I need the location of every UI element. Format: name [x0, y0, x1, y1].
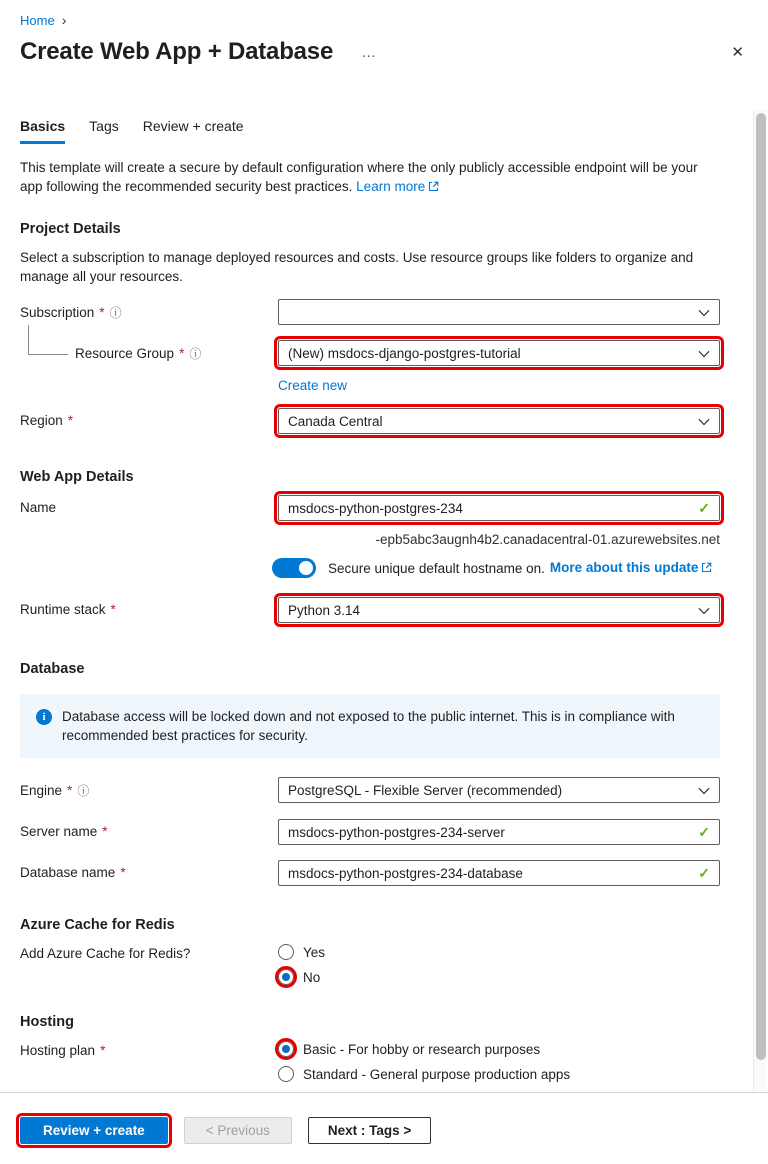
redis-question-label-text: Add Azure Cache for Redis? [20, 946, 191, 961]
section-heading-project-details: Project Details [20, 221, 121, 237]
runtime-stack-label [20, 597, 278, 617]
breadcrumb-home-link[interactable]: Home [20, 12, 55, 28]
secure-hostname-toggle[interactable] [272, 558, 316, 578]
redis-yes-option[interactable] [278, 944, 720, 960]
project-details-description: Select a subscription to manage deployed resources and costs. Use resource groups like folders to organize and manage all your resources. [20, 250, 694, 284]
runtime-stack-label-text: Runtime stack [20, 602, 106, 617]
region-dropdown[interactable] [278, 408, 720, 434]
learn-more-link[interactable]: Learn more [356, 179, 426, 194]
valid-check-icon: ✓ [698, 864, 710, 881]
database-info-banner [20, 694, 720, 758]
database-name-value: msdocs-python-postgres-234-database [288, 865, 523, 881]
valid-check-icon: ✓ [698, 823, 710, 840]
more-about-update-link[interactable]: More about this update [549, 560, 699, 575]
region-label [20, 408, 278, 428]
runtime-stack-dropdown[interactable] [278, 597, 720, 623]
engine-row [20, 777, 720, 803]
chevron-right-icon: › [61, 12, 67, 28]
info-icon[interactable]: ⓘ [77, 784, 90, 798]
required-asterisk: * [67, 783, 73, 798]
create-new-link[interactable]: Create new [278, 378, 348, 393]
resource-group-row [20, 340, 720, 366]
hosting-basic-label: Basic - For hobby or research purposes [303, 1041, 541, 1057]
section-heading-database: Database [20, 661, 85, 677]
redis-radio-group [278, 941, 720, 985]
database-name-input[interactable] [278, 860, 720, 886]
redis-question-label [20, 941, 278, 961]
subscription-label [20, 299, 278, 321]
tab-bar [20, 118, 768, 144]
hosting-basic-option[interactable] [278, 1041, 720, 1057]
hosting-standard-label: Standard - General purpose production apps [303, 1066, 571, 1082]
chevron-down-icon [698, 783, 710, 798]
hierarchy-connector-line [28, 325, 68, 355]
engine-value: PostgreSQL - Flexible Server (recommended) [288, 782, 563, 798]
subscription-row [20, 299, 720, 325]
name-row [20, 495, 720, 547]
hosting-plan-row [20, 1038, 720, 1082]
database-info-text: Database access will be locked down and not exposed to the public internet. This is in compliance with recommended best practices for security. [62, 709, 675, 743]
radio-checked-icon[interactable] [278, 969, 294, 985]
section-heading-redis: Azure Cache for Redis [20, 917, 175, 933]
resource-group-dropdown[interactable] [278, 340, 720, 366]
create-new-row [20, 378, 720, 393]
hosting-plan-label [20, 1038, 278, 1058]
required-asterisk: * [100, 1043, 106, 1058]
required-asterisk: * [110, 602, 116, 617]
name-value: msdocs-python-postgres-234 [288, 500, 463, 516]
required-asterisk: * [179, 346, 185, 361]
close-icon[interactable]: ✕ [727, 39, 748, 65]
intro-text [20, 158, 720, 197]
secure-hostname-text: Secure unique default hostname on. [328, 560, 545, 576]
scrollbar-thumb[interactable] [756, 113, 766, 1060]
required-asterisk: * [102, 824, 108, 839]
resource-group-label [20, 340, 278, 362]
server-name-label-text: Server name [20, 824, 98, 839]
server-name-input[interactable] [278, 819, 720, 845]
redis-no-option[interactable] [278, 969, 720, 985]
info-filled-icon: i [36, 709, 52, 725]
external-link-icon [428, 178, 439, 197]
secure-hostname-toggle-row [272, 558, 720, 578]
toggle-knob [299, 561, 313, 575]
tab-tags[interactable]: Tags [89, 118, 119, 134]
hosting-standard-option[interactable] [278, 1066, 720, 1082]
engine-label-text: Engine [20, 783, 63, 798]
review-create-button[interactable]: Review + create [20, 1117, 168, 1144]
intro-text-body: This template will create a secure by default configuration where the only publicly accessible endpoint will be your app following the recommended security best practices. [20, 160, 698, 194]
database-name-label [20, 860, 278, 880]
subscription-dropdown[interactable] [278, 299, 720, 325]
engine-label [20, 777, 278, 799]
more-options-icon[interactable]: … [361, 43, 378, 61]
database-name-label-text: Database name [20, 865, 116, 880]
footer-action-bar [0, 1092, 768, 1164]
redis-question-row [20, 941, 720, 985]
info-icon[interactable]: ⓘ [189, 347, 202, 361]
server-name-label [20, 819, 278, 839]
section-heading-hosting: Hosting [20, 1014, 74, 1030]
region-row [20, 408, 720, 434]
next-tags-button[interactable]: Next : Tags > [308, 1117, 431, 1144]
tab-review-create[interactable]: Review + create [142, 118, 244, 134]
chevron-down-icon [698, 305, 710, 320]
external-link-icon [701, 561, 712, 576]
database-name-row [20, 860, 720, 886]
section-heading-web-app-details: Web App Details [20, 469, 134, 485]
subscription-label-text: Subscription [20, 305, 95, 320]
radio-checked-icon[interactable] [278, 1041, 294, 1057]
name-label [20, 495, 278, 515]
hostname-suffix: -epb5abc3augnh4b2.canadacentral-01.azurewebsites.net [375, 532, 720, 547]
breadcrumb [0, 0, 768, 28]
chevron-down-icon [698, 603, 710, 618]
valid-check-icon: ✓ [698, 499, 710, 516]
required-asterisk: * [120, 865, 126, 880]
required-asterisk: * [67, 413, 74, 428]
radio-unchecked-icon[interactable] [278, 1066, 294, 1082]
info-icon[interactable]: ⓘ [109, 306, 122, 320]
hosting-plan-label-text: Hosting plan [20, 1043, 96, 1058]
radio-unchecked-icon[interactable] [278, 944, 294, 960]
runtime-stack-row [20, 597, 720, 623]
engine-dropdown[interactable] [278, 777, 720, 803]
name-input[interactable] [278, 495, 720, 521]
title-row [20, 38, 748, 66]
hosting-plan-radio-group [278, 1038, 720, 1082]
server-name-row [20, 819, 720, 845]
required-asterisk: * [99, 305, 105, 320]
form-content [0, 144, 768, 1082]
resource-group-label-text: Resource Group [75, 346, 175, 361]
vertical-scrollbar[interactable] [753, 110, 767, 1092]
page-title: Create Web App + Database [20, 38, 334, 65]
redis-no-label: No [303, 969, 321, 985]
runtime-stack-value: Python 3.14 [288, 602, 361, 618]
previous-button: < Previous [184, 1117, 292, 1144]
redis-yes-label: Yes [303, 944, 326, 960]
region-value: Canada Central [288, 413, 383, 429]
tab-basics[interactable]: Basics [20, 118, 65, 144]
server-name-value: msdocs-python-postgres-234-server [288, 824, 505, 840]
region-label-text: Region [20, 413, 63, 428]
name-label-text: Name [20, 500, 57, 515]
resource-group-value: (New) msdocs-django-postgres-tutorial [288, 345, 521, 361]
chevron-down-icon [698, 414, 710, 429]
chevron-down-icon [698, 346, 710, 361]
